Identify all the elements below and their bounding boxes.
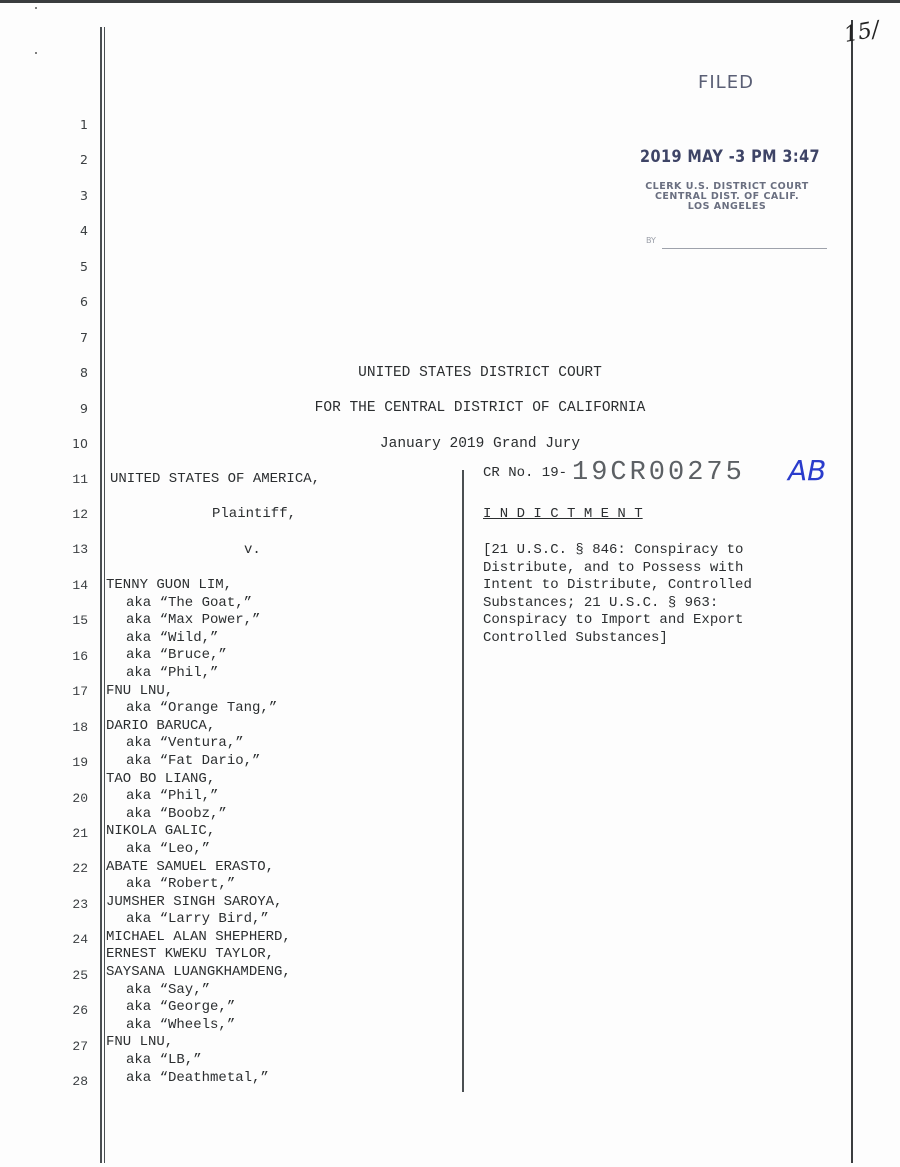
line-number: 24 [72,932,88,948]
line-number: 12 [72,506,88,522]
line-number: 21 [72,826,88,841]
defendant-name: FNU LNU, [106,1034,174,1051]
defendant-name: TAO BO LIANG, [106,770,216,787]
caption-divider [462,470,464,1092]
case-number-label: CR No. 19- [483,465,568,481]
defendant-name: ABATE SAMUEL ERASTO, [106,858,275,875]
line-number: 18 [72,719,88,735]
clerk-signature-line [662,248,827,249]
clerk-stamp-line: CENTRAL DIST. OF CALIF. [654,191,800,202]
defendant-name: MICHAEL ALAN SHEPHERD, [106,928,291,945]
defendant-name: ERNEST KWEKU TAYLOR, [106,946,275,963]
line-number: 17 [72,684,88,700]
defendant-name: DARIO BARUCA, [106,717,216,734]
line-number: 14 [72,577,88,593]
defendant-alias: aka “Robert,” [126,876,236,893]
line-number: 11 [72,471,88,487]
defendant-alias: aka “Max Power,” [126,612,261,629]
line-number: 20 [72,790,88,806]
line-number: 1 [80,117,88,132]
clerk-stamp-line: CLERK U.S. DISTRICT COURT [645,181,809,192]
plaintiff-label: Plaintiff, [212,506,297,522]
document-title: I N D I C T M E N T [483,506,643,522]
defendant-alias: aka “George,” [126,999,236,1016]
defendant-name: FNU LNU, [106,682,174,699]
line-number: 2 [80,152,88,168]
defendant-name: SAYSANA LUANGKHAMDENG, [106,964,291,981]
page-top-edge [0,0,900,3]
defendant-alias: aka “Bruce,” [126,647,227,664]
line-number: 26 [72,1003,88,1019]
handwritten-docket-mark: 15/ [842,17,882,48]
defendant-alias: aka “Boobz,” [126,805,227,822]
scan-speck [35,52,37,54]
filed-stamp-label: FILED [698,72,754,93]
line-number: 4 [80,223,88,239]
judge-initials: AB [788,454,827,487]
line-number: 23 [72,896,88,912]
defendant-alias: aka “Fat Dario,” [126,752,261,769]
charges: [21 U.S.C. § 846: Conspiracy to Distribute, and to Possess with Intent to Distribute, Controlled Substances; 21 U.S.C. § 963: Conspiracy to Import and Export Controlled Substances] [483,542,752,646]
defendant-alias: aka “Orange Tang,” [126,700,278,717]
defendant-alias: aka “Wild,” [126,629,219,646]
defendant-alias: aka “Phil,” [126,664,219,681]
defendant-alias: aka “Wheels,” [126,1016,236,1033]
clerk-by-label: BY [646,236,656,245]
clerk-stamp-line: LOS ANGELES [687,201,767,212]
defendant-name: TENNY GUON LIM, [106,577,233,593]
line-number: 10 [72,436,88,452]
left-margin-rule-inner [104,27,106,1163]
defendant-alias: aka “The Goat,” [126,594,253,611]
case-number-stamp: 19CR00275 [572,458,745,488]
line-number: 16 [72,648,88,664]
line-number: 27 [72,1038,88,1054]
versus: v. [244,542,261,558]
filed-stamp-datetime: 2019 MAY -3 PM 3:47 [640,147,821,167]
right-margin-rule [851,20,853,1163]
line-number: 28 [72,1074,88,1090]
plaintiff-name: UNITED STATES OF AMERICA, [110,471,321,487]
line-number: 15 [72,613,88,629]
court-name: UNITED STATES DISTRICT COURT [358,365,602,381]
grand-jury: January 2019 Grand Jury [379,436,581,452]
defendant-alias: aka “Ventura,” [126,735,244,752]
line-number: 19 [72,755,88,771]
line-number: 25 [72,967,88,983]
line-number: 13 [72,542,88,558]
scan-speck [35,7,37,9]
line-number: 7 [80,329,88,345]
defendant-alias: aka “Deathmetal,” [126,1069,269,1086]
left-margin-rule [100,27,102,1163]
defendant-alias: aka “Say,” [126,981,211,998]
defendants-list [106,577,291,1087]
line-number: 3 [80,187,88,203]
defendant-name: NIKOLA GALIC, [106,823,216,840]
defendant-name: JUMSHER SINGH SAROYA, [106,893,283,910]
line-number: 5 [80,258,88,274]
line-number: 22 [72,861,88,877]
defendant-alias: aka “LB,” [126,1052,202,1069]
clerk-stamp [632,182,822,212]
line-number: 6 [80,294,88,310]
defendant-alias: aka “Larry Bird,” [126,911,269,928]
defendant-alias: aka “Phil,” [126,788,219,805]
defendant-alias: aka “Leo,” [126,840,211,857]
line-number: 8 [80,365,88,381]
court-district: FOR THE CENTRAL DISTRICT OF CALIFORNIA [314,400,646,416]
line-number: 9 [80,400,88,416]
